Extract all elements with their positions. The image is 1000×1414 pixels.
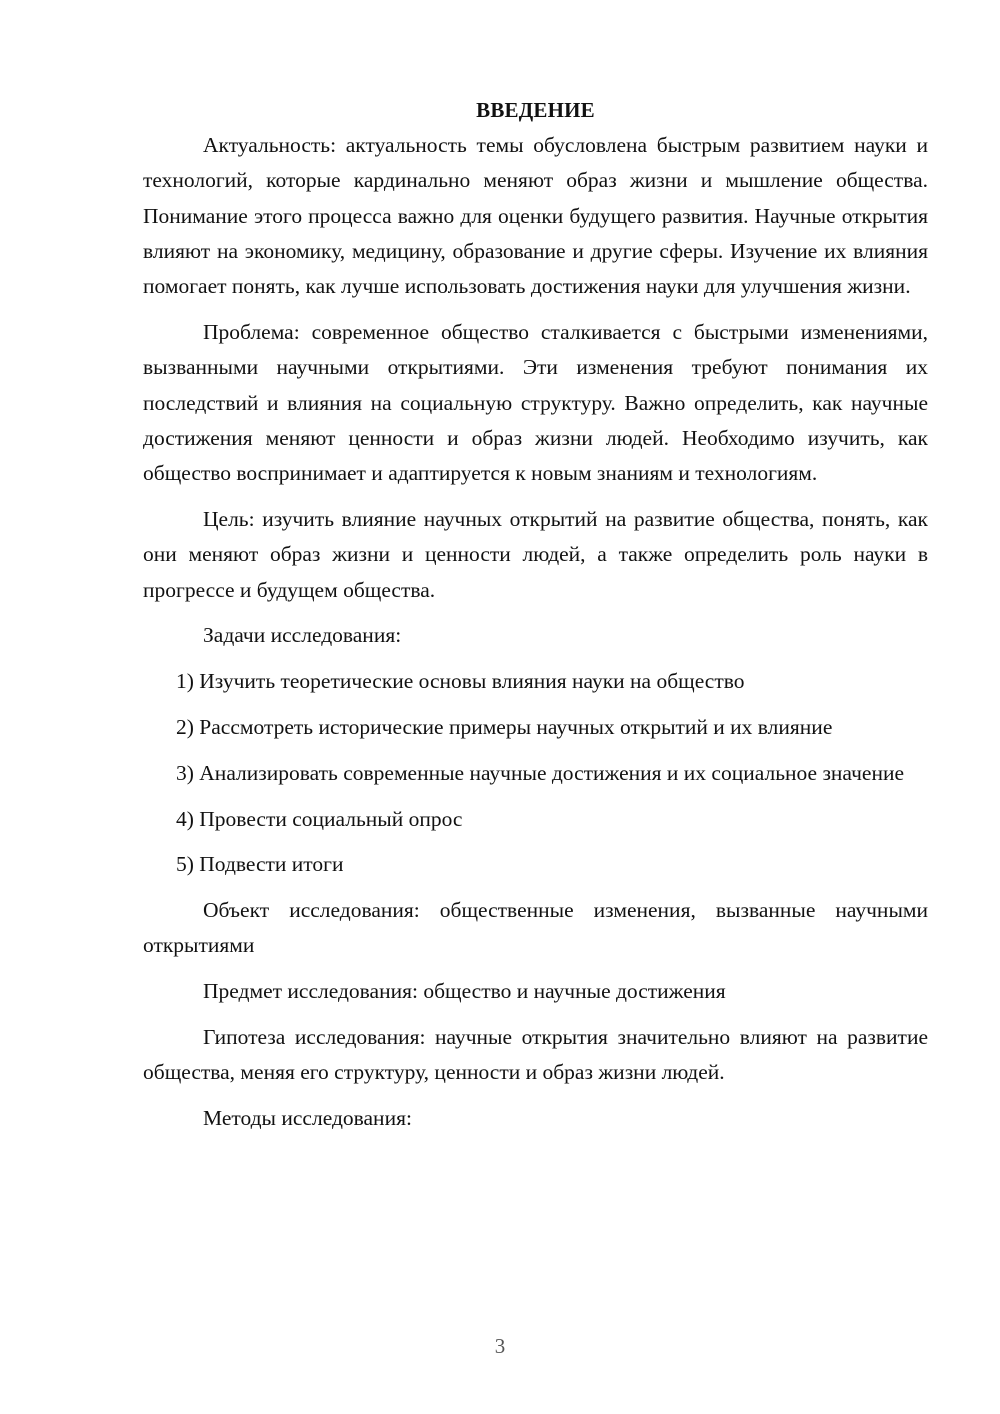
goal-paragraph: Цель: изучить влияние научных открытий на развитие общества, понять, как они меняют образ жизни и ценности людей, а также определить роль науки в прогрессе и будущем общества. [143, 506, 928, 602]
problem-paragraph: Проблема: современное общество сталкивается с быстрыми изменениями, вызванными научными открытиями. Эти изменения требуют понимания их последствий и влияния на социальную структуру. Важно определить, как научные достижения меняют ценности и образ жизни людей. Необходимо изучить, как общество воспринимает и адаптируется к новым знаниям и технологиям. [143, 319, 928, 486]
document-body [143, 93, 928, 1147]
page-number: 3 [494, 1334, 506, 1358]
hypothesis-paragraph: Гипотеза исследования: научные открытия значительно влияют на развитие общества, меняя его структуру, ценности и образ жизни людей. [143, 1025, 928, 1085]
task-item: 5) Подвести итоги [176, 852, 344, 877]
object-paragraph: Объект исследования: общественные изменения, вызванные научными открытиями [143, 898, 928, 958]
subject-paragraph: Предмет исследования: общество и научные достижения [203, 979, 726, 1004]
section-title: ВВЕДЕНИЕ [476, 98, 595, 122]
task-item: 1) Изучить теоретические основы влияния науки на общество [176, 669, 745, 694]
relevance-paragraph: Актуальность: актуальность темы обусловлена быстрым развитием науки и технологий, которые кардинально меняют образ жизни и мышление общества. Понимание этого процесса важно для оценки будущего развития. Научные открытия влияют на экономику, медицину, образование и другие сферы. Изучение их влияния помогает понять, как лучше использовать достижения науки для улучшения жизни. [143, 133, 928, 299]
task-item: 2) Рассмотреть исторические примеры научных открытий и их влияние [176, 714, 833, 739]
task-item: 4) Провести социальный опрос [176, 806, 463, 831]
task-item: 3) Анализировать современные научные достижения и их социальное значение [176, 760, 905, 785]
tasks-heading: Задачи исследования: [203, 623, 402, 648]
methods-heading: Методы исследования: [203, 1106, 412, 1131]
